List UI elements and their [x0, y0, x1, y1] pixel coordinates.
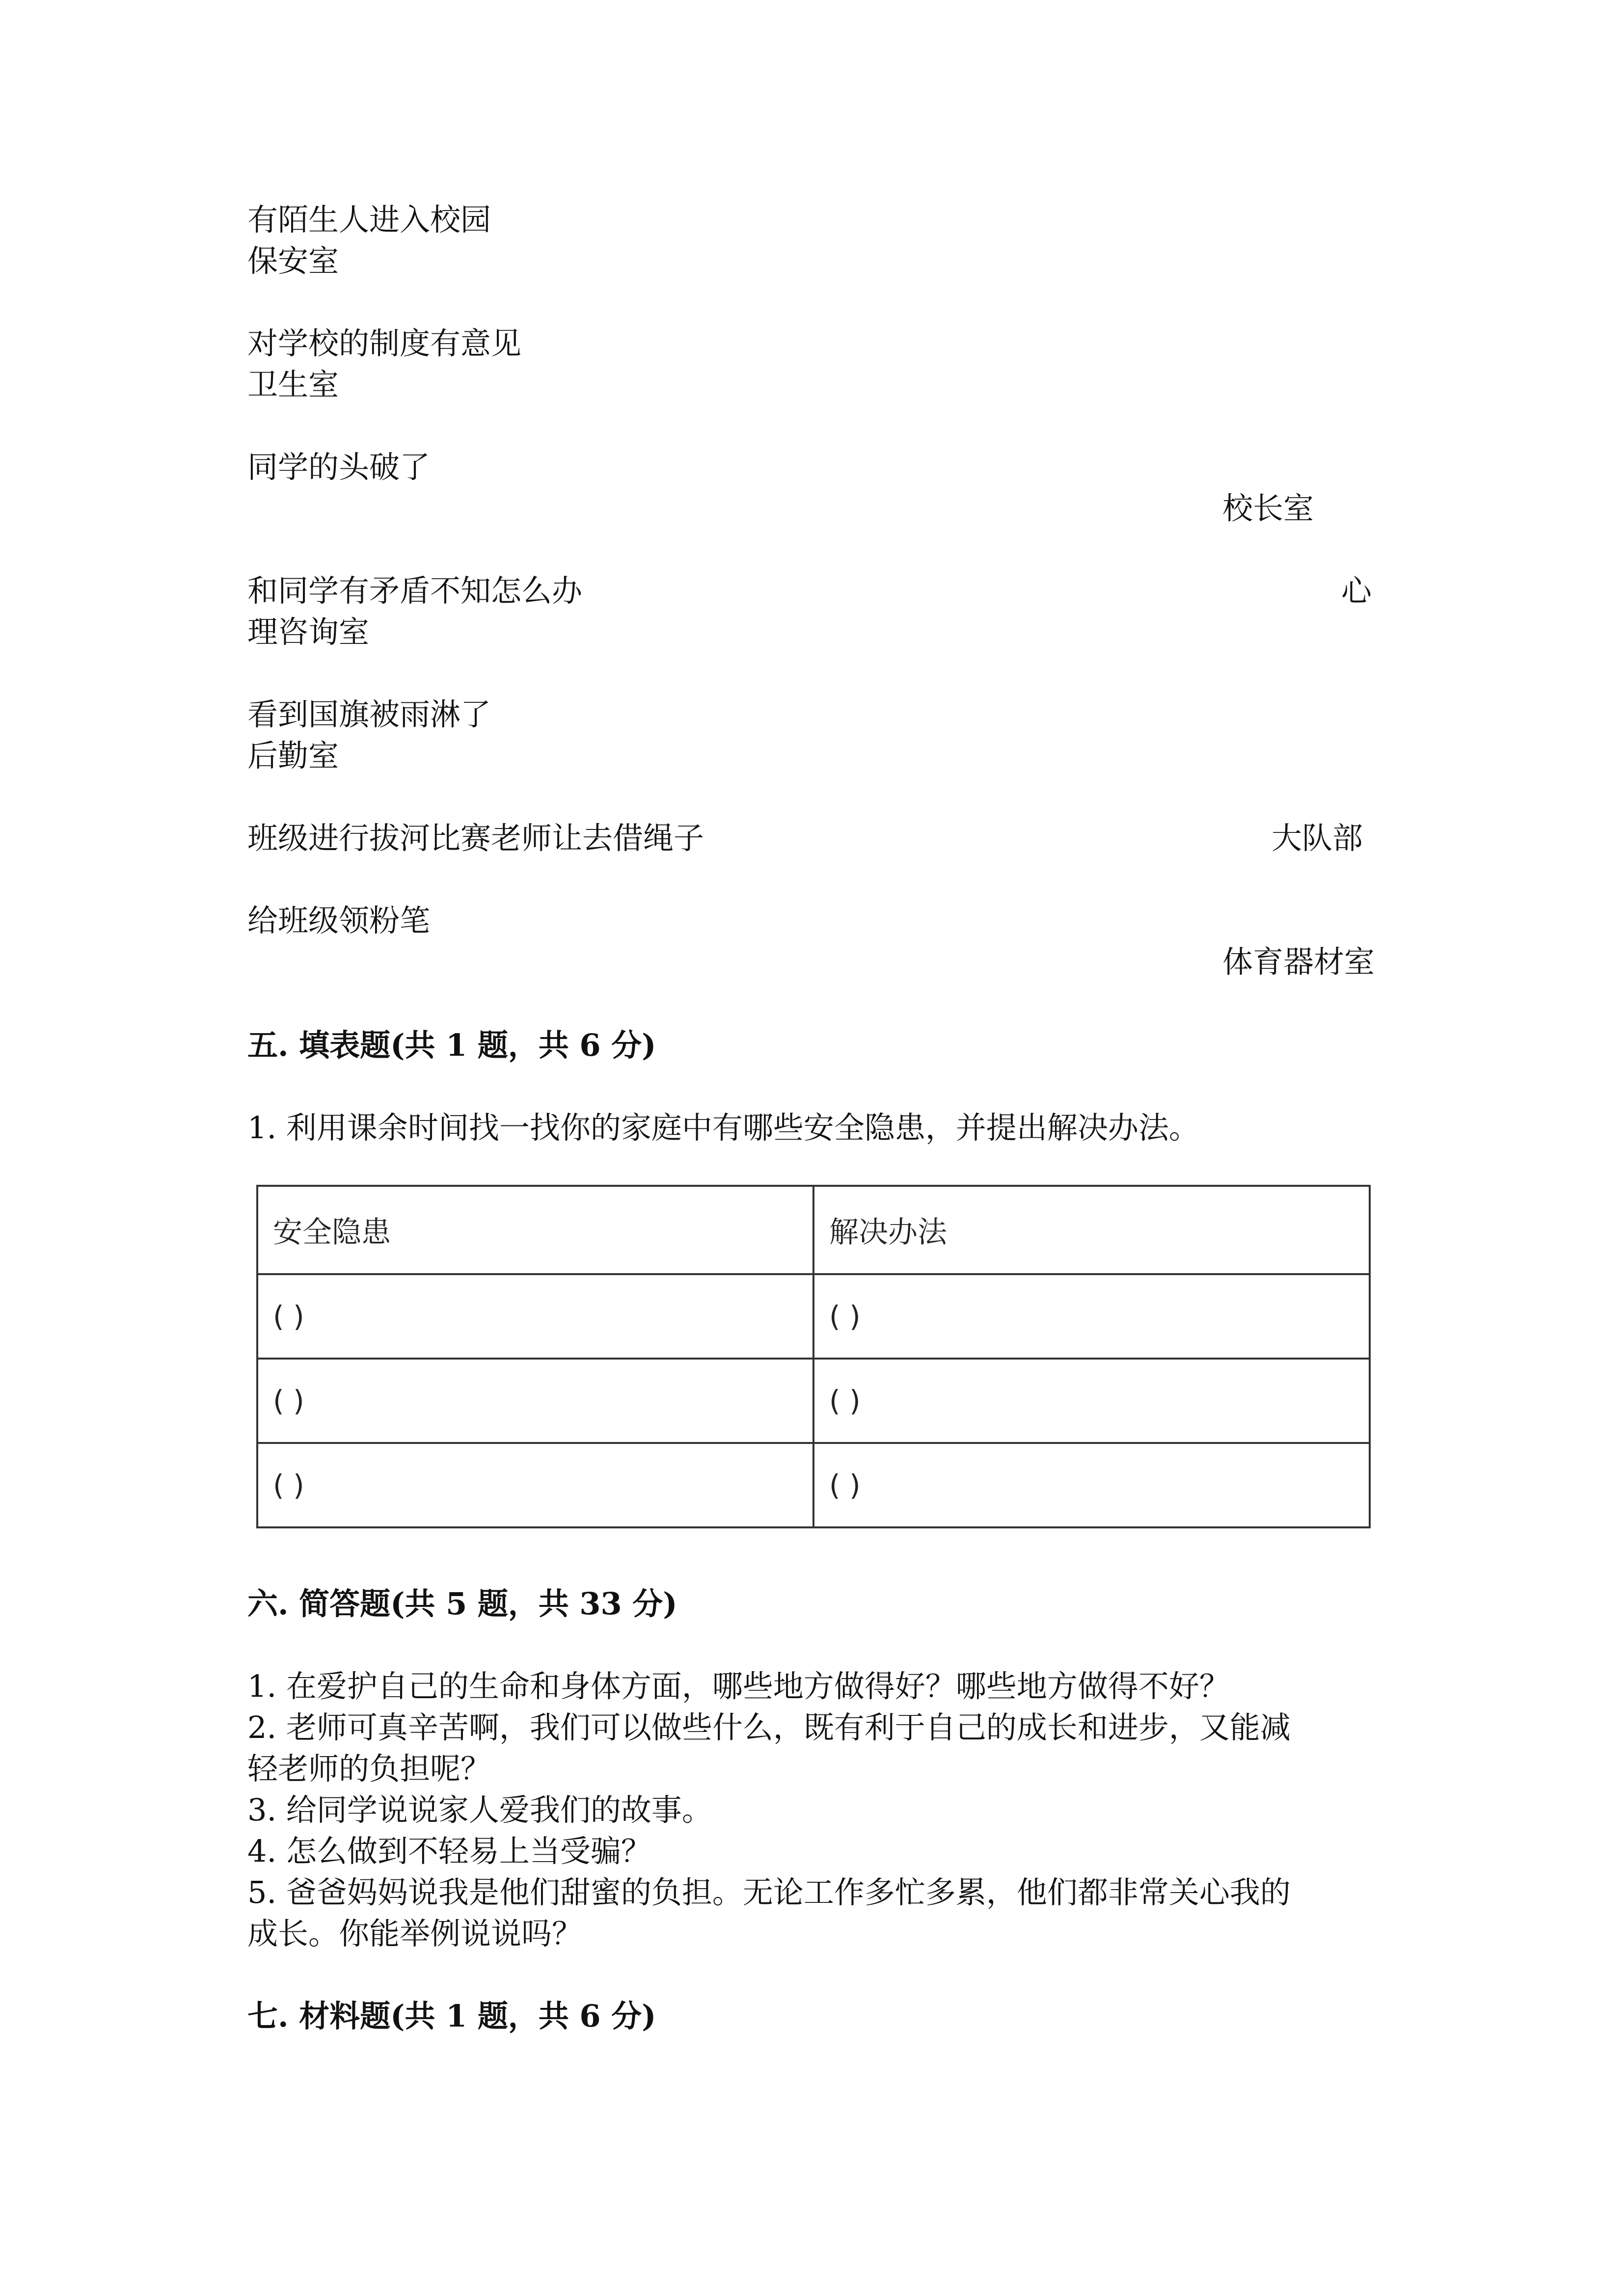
section-meta: (共 1 题，共 6 分) — [390, 1998, 656, 2034]
matching-left-item: 有陌生人进入校园 — [247, 202, 491, 238]
question-line: 成长。你能举例说说吗？ — [247, 1916, 583, 1951]
matching-left-item: 给班级领粉笔 — [247, 903, 431, 938]
matching-right-item-continued: 理咨询室 — [247, 614, 370, 650]
question-line: 轻老师的负担呢？ — [247, 1751, 491, 1787]
table-header-row — [257, 1186, 1370, 1274]
answer-blank[interactable] — [257, 1443, 813, 1527]
section-heading — [247, 1583, 677, 1625]
section-heading — [247, 1996, 656, 2037]
matching-left-item: 和同学有矛盾不知怎么办 — [247, 573, 583, 609]
section-title: 六. 简答题 — [247, 1586, 391, 1622]
blank-parentheses: ( ) — [273, 1468, 304, 1502]
blank-parentheses: ( ) — [829, 1384, 861, 1417]
safety-table — [256, 1185, 1371, 1528]
section-meta: (共 1 题，共 6 分) — [390, 1027, 656, 1063]
question-text: 1. 利用课余时间找一找你的家庭中有哪些安全隐患，并提出解决办法。 — [247, 1110, 1199, 1146]
answer-blank[interactable] — [813, 1443, 1370, 1527]
blank-parentheses: ( ) — [829, 1300, 861, 1333]
matching-left-item: 同学的头破了 — [247, 449, 431, 485]
column-header: 安全隐患 — [257, 1186, 813, 1274]
section-meta: (共 5 题，共 33 分) — [390, 1586, 677, 1622]
question-line: 4. 怎么做到不轻易上当受骗？ — [247, 1833, 651, 1869]
answer-blank[interactable] — [257, 1274, 813, 1359]
answer-blank[interactable] — [813, 1359, 1370, 1443]
matching-right-item: 体育器材室 — [1222, 944, 1375, 980]
matching-left-item: 看到国旗被雨淋了 — [247, 696, 491, 732]
matching-left-item: 对学校的制度有意见 — [247, 325, 522, 361]
matching-right-item: 大队部 — [1272, 820, 1363, 856]
column-header: 解决办法 — [813, 1186, 1370, 1274]
table-row — [257, 1359, 1370, 1443]
blank-parentheses: ( ) — [273, 1300, 304, 1333]
question-line: 3. 给同学说说家人爱我们的故事。 — [247, 1792, 712, 1828]
answer-blank[interactable] — [257, 1359, 813, 1443]
table-row — [257, 1274, 1370, 1359]
answer-blank[interactable] — [813, 1274, 1370, 1359]
blank-parentheses: ( ) — [829, 1468, 861, 1502]
table-row — [257, 1443, 1370, 1527]
section-heading — [247, 1025, 656, 1066]
blank-parentheses: ( ) — [273, 1384, 304, 1417]
matching-right-item: 后勤室 — [247, 738, 339, 774]
section-title: 七. 材料题 — [247, 1998, 391, 2034]
question-line: 1. 在爱护自己的生命和身体方面，哪些地方做得好？哪些地方做得不好？ — [247, 1668, 1230, 1704]
question-line: 2. 老师可真辛苦啊，我们可以做些什么，既有利于自己的成长和进步，又能减 — [247, 1709, 1291, 1745]
matching-right-item: 保安室 — [247, 243, 339, 279]
question-line: 5. 爸爸妈妈说我是他们甜蜜的负担。无论工作多忙多累，他们都非常关心我的 — [247, 1874, 1291, 1910]
matching-right-item: 校长室 — [1222, 490, 1314, 526]
matching-left-item: 班级进行拔河比赛老师让去借绳子 — [247, 820, 704, 856]
section-title: 五. 填表题 — [247, 1027, 391, 1063]
matching-right-item: 心 — [1341, 573, 1372, 609]
matching-right-item: 卫生室 — [247, 367, 339, 402]
